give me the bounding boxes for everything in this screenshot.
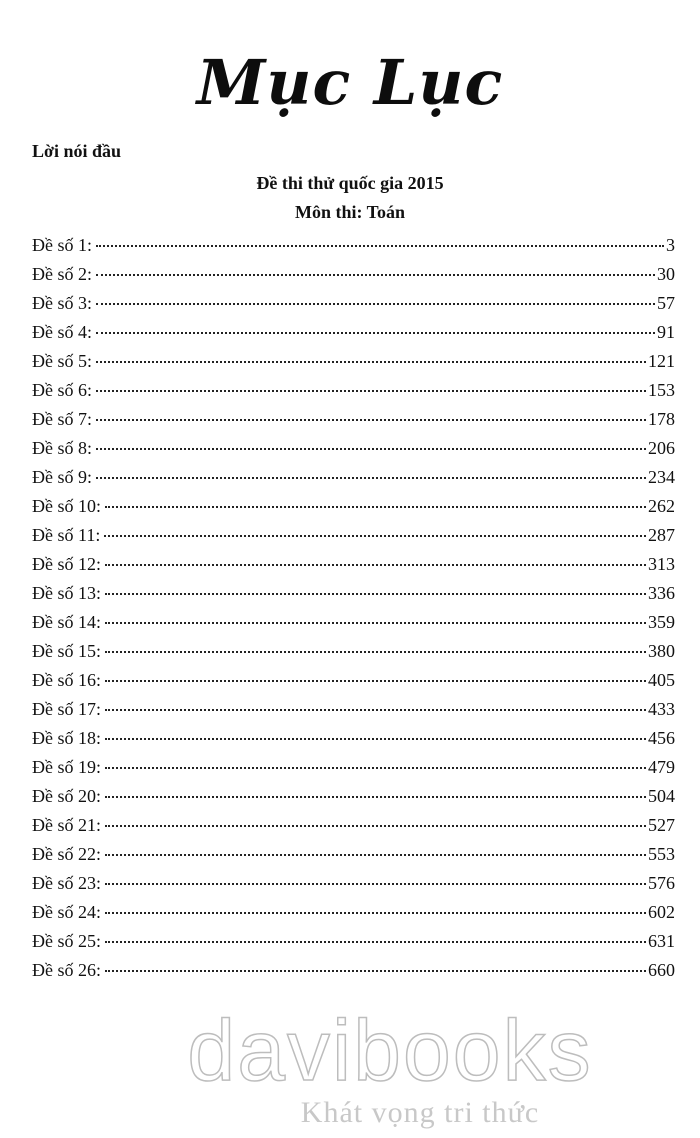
dot-leader	[105, 506, 646, 508]
toc-row	[32, 608, 675, 637]
dot-leader	[105, 651, 646, 653]
toc-label: Đề số 9:	[32, 467, 92, 487]
dot-leader	[105, 680, 646, 682]
toc-row	[32, 550, 675, 579]
toc-page-number: 206	[648, 438, 675, 458]
toc-label: Đề số 24:	[32, 902, 101, 922]
toc-label: Đề số 15:	[32, 641, 101, 661]
toc-page-number: 153	[648, 380, 675, 400]
toc-page-number: 380	[648, 641, 675, 661]
dot-leader	[105, 854, 646, 856]
toc-page-number: 631	[648, 931, 675, 951]
toc-row	[32, 289, 675, 318]
dot-leader	[96, 332, 655, 334]
watermark-brand: davibooks	[187, 1003, 593, 1099]
toc-label: Đề số 6:	[32, 380, 92, 400]
toc-row	[32, 666, 675, 695]
dot-leader	[105, 709, 646, 711]
toc-label: Đề số 1:	[32, 235, 92, 255]
dot-leader	[105, 970, 646, 972]
toc-page-number: 313	[648, 554, 675, 574]
toc-page-number: 576	[648, 873, 675, 893]
toc-row	[32, 724, 675, 753]
toc-label: Đề số 13:	[32, 583, 101, 603]
toc-page-number: 30	[657, 264, 675, 284]
dot-leader	[96, 448, 646, 450]
watermark	[0, 1003, 700, 1130]
dot-leader	[96, 274, 655, 276]
watermark-tagline: Khát vọng tri thức	[300, 1096, 540, 1129]
dot-leader	[104, 535, 646, 537]
toc-label: Đề số 23:	[32, 873, 101, 893]
toc-row	[32, 753, 675, 782]
toc-row	[32, 318, 675, 347]
toc-row	[32, 811, 675, 840]
toc-label: Đề số 19:	[32, 757, 101, 777]
toc-row	[32, 492, 675, 521]
dot-leader	[105, 738, 646, 740]
dot-leader	[96, 419, 646, 421]
subject-title: Môn thi: Toán	[294, 202, 406, 222]
toc-page-number: 504	[648, 786, 675, 806]
dot-leader	[96, 361, 646, 363]
toc-label: Đề số 26:	[32, 960, 101, 980]
toc-label: Đề số 10:	[32, 496, 101, 516]
dot-leader	[105, 912, 646, 914]
toc-row	[32, 956, 675, 985]
toc-label: Đề số 16:	[32, 670, 101, 690]
page-title: Mục Lục	[196, 46, 504, 119]
toc-row	[32, 927, 675, 956]
toc-row	[32, 695, 675, 724]
toc-page-number: 336	[648, 583, 675, 603]
section-title: Đề thi thử quốc gia 2015	[256, 173, 444, 193]
toc-page-number: 456	[648, 728, 675, 748]
toc-page-number: 262	[648, 496, 675, 516]
toc-row	[32, 231, 675, 260]
toc-label: Đề số 22:	[32, 844, 101, 864]
toc-page-number: 57	[657, 293, 675, 313]
dot-leader	[96, 245, 664, 247]
toc-page-number: 405	[648, 670, 675, 690]
toc-page-number: 553	[648, 844, 675, 864]
toc-row	[32, 347, 675, 376]
toc-label: Đề số 7:	[32, 409, 92, 429]
toc-row	[32, 840, 675, 869]
dot-leader	[105, 593, 646, 595]
toc-page-number: 178	[648, 409, 675, 429]
toc-page-number: 479	[648, 757, 675, 777]
toc-label: Đề số 14:	[32, 612, 101, 632]
preface-heading: Lời nói đầu	[32, 141, 122, 161]
toc-row	[32, 463, 675, 492]
toc-label: Đề số 3:	[32, 293, 92, 313]
toc-page-number: 3	[666, 235, 675, 255]
toc-row	[32, 869, 675, 898]
toc-row	[32, 579, 675, 608]
toc-row	[32, 376, 675, 405]
dot-leader	[105, 796, 646, 798]
dot-leader	[96, 390, 646, 392]
dot-leader	[105, 941, 646, 943]
toc-label: Đề số 21:	[32, 815, 101, 835]
dot-leader	[96, 477, 646, 479]
toc-label: Đề số 18:	[32, 728, 101, 748]
toc-page-number: 121	[648, 351, 675, 371]
toc-row	[32, 521, 675, 550]
toc-page-number: 433	[648, 699, 675, 719]
toc-page-number: 91	[657, 322, 675, 342]
dot-leader	[105, 883, 646, 885]
toc-row	[32, 637, 675, 666]
toc-row	[32, 782, 675, 811]
dot-leader	[105, 767, 646, 769]
toc-label: Đề số 20:	[32, 786, 101, 806]
toc-page-number: 660	[648, 960, 675, 980]
toc-row	[32, 434, 675, 463]
dot-leader	[105, 564, 646, 566]
toc-page-number: 602	[648, 902, 675, 922]
toc-list	[32, 231, 675, 985]
toc-page-number: 287	[648, 525, 675, 545]
toc-label: Đề số 5:	[32, 351, 92, 371]
toc-label: Đề số 2:	[32, 264, 92, 284]
dot-leader	[96, 303, 655, 305]
toc-label: Đề số 25:	[32, 931, 101, 951]
toc-row	[32, 405, 675, 434]
toc-label: Đề số 8:	[32, 438, 92, 458]
dot-leader	[105, 825, 646, 827]
toc-label: Đề số 4:	[32, 322, 92, 342]
toc-page-number: 527	[648, 815, 675, 835]
toc-page-number: 234	[648, 467, 675, 487]
dot-leader	[105, 622, 646, 624]
toc-label: Đề số 12:	[32, 554, 101, 574]
toc-row	[32, 260, 675, 289]
toc-label: Đề số 17:	[32, 699, 101, 719]
toc-row	[32, 898, 675, 927]
toc-page-number: 359	[648, 612, 675, 632]
toc-label: Đề số 11:	[32, 525, 101, 545]
